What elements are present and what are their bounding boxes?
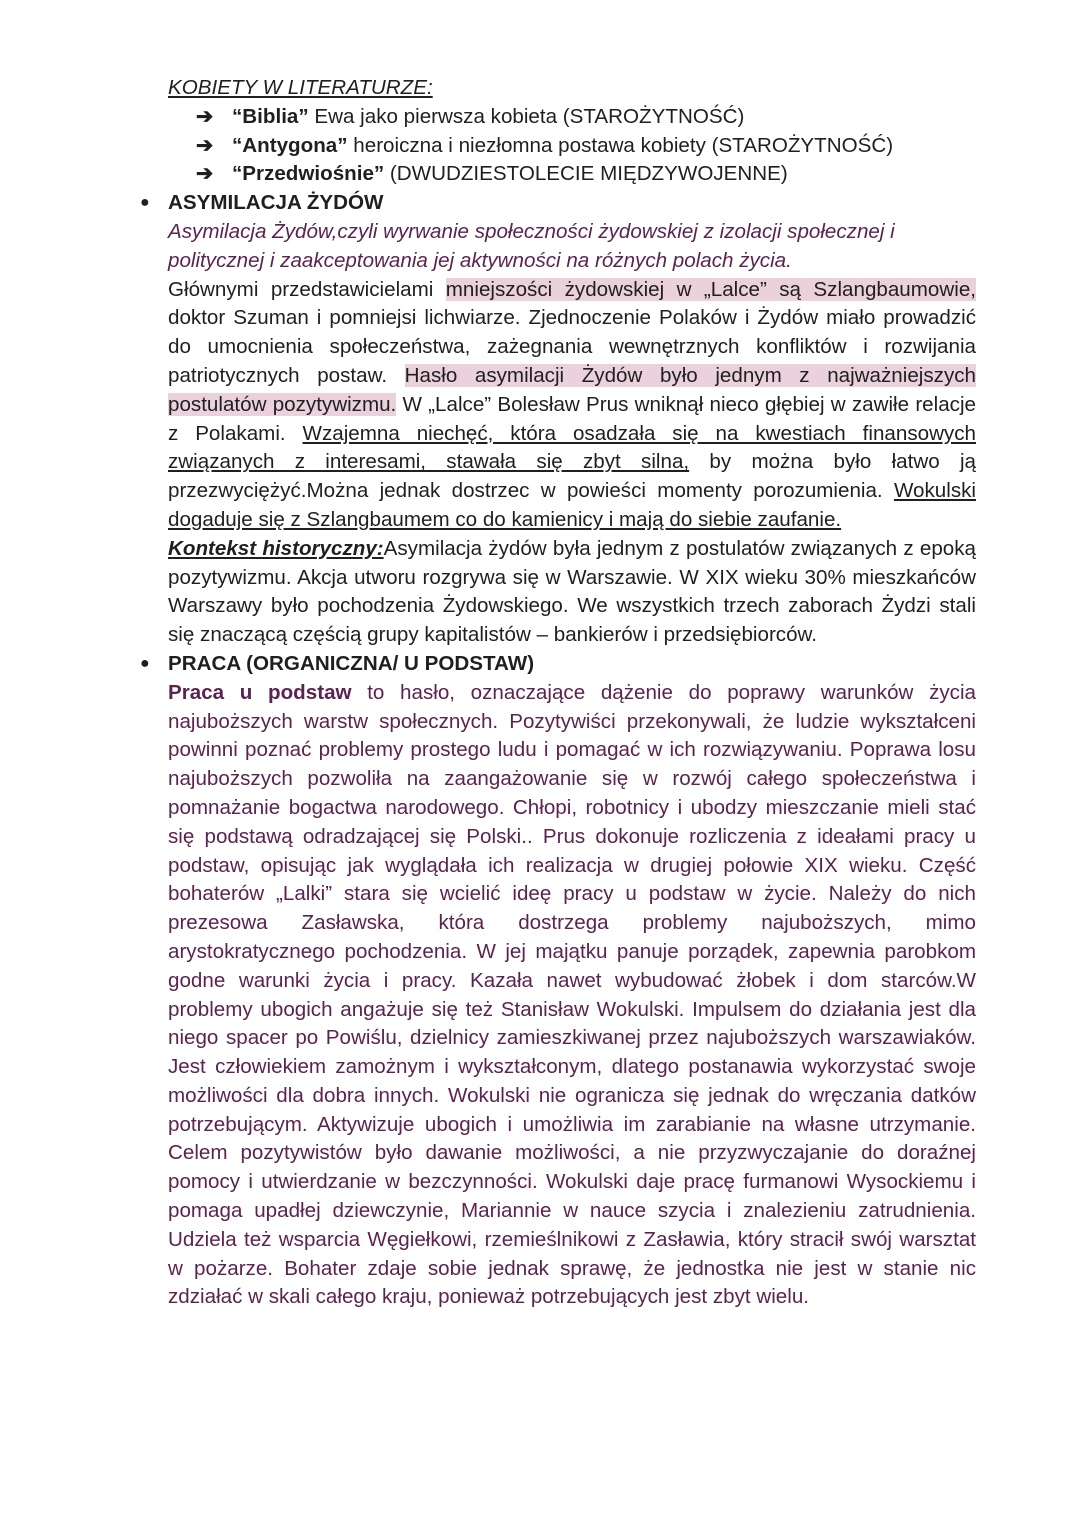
highlighted-text: Hasło asymilacji Żydów było jednym z najważniejszych postulatów pozytywizmu.	[168, 363, 976, 416]
item-title: “Przedwiośnie”	[232, 162, 385, 186]
text-run: W „Lalce” Bolesław Prus wniknął nieco głębiej w zawiłe relacje z Polakami.	[168, 392, 976, 445]
bullet-icon: ●	[140, 194, 150, 212]
text-run: by można było łatwo ją przezwyciężyć.Można jednak dostrzec w powieści momenty porozumienia.	[168, 450, 976, 503]
work-heading	[140, 650, 976, 679]
assimilation-heading	[140, 189, 976, 218]
list-item	[168, 103, 976, 132]
women-heading: KOBIETY W LITERATURZE:	[168, 76, 433, 99]
item-title: “Biblia”	[232, 104, 309, 128]
work-heading-text: PRACA (ORGANICZNA/ U PODSTAW)	[168, 651, 535, 675]
context-paragraph	[168, 535, 976, 650]
context-text: Asymilacja żydów była jednym z postulatów związanych z epoką pozytywizmu. Akcja utworu rozgrywa się w Warszawie. W XIX wieku 30% mieszkańców Warszawy było pochodzenia Żydowskiego. We wszystkich trzech zaborach Żydzi stali się znaczącą częścią grupy kapitalistów – bankierów i przedsiębiorców.	[168, 536, 976, 647]
assimilation-heading-text: ASYMILACJA ŻYDÓW	[168, 191, 384, 215]
work-paragraph	[168, 679, 976, 1313]
arrow-icon: ➔	[196, 162, 214, 186]
item-text: Ewa jako pierwsza kobieta (STAROŻYTNOŚĆ)	[308, 104, 745, 128]
bold-term: Praca u podstaw	[168, 680, 352, 704]
list-item	[168, 132, 976, 161]
highlighted-text: mniejszości żydowskiej w „Lalce” są Szlangbaumowie,	[445, 277, 976, 301]
arrow-icon: ➔	[196, 104, 214, 128]
item-text: heroiczna i niezłomna postawa kobiety (STAROŻYTNOŚĆ)	[347, 133, 894, 157]
item-title: “Antygona”	[232, 133, 348, 157]
underlined-text: Wzajemna niechęć, która osadzała się na kwestiach finansowych związanych z interesami, stawała się zbyt silna,	[168, 421, 976, 474]
assimilation-paragraph	[168, 276, 976, 535]
work-text: to hasło, oznaczające dążenie do poprawy warunków życia najuboższych warstw społecznych. Pozytywiści przekonywali, że ludzie wykształceni powinni poznać problemy prostego ludu i pomagać w ich rozwiązywaniu. Poprawa losu najuboższych pozwoliła na zaangażowanie się w rozwój całego społeczeństwa i pomnażanie bogactwa narodowego. Chłopi, robotnicy i ubodzy mieszczanie mieli stać się podstawą odradzającej się Polski.. Prus dokonuje rozliczenia z ideałami pracy u podstaw, opisując jak wyglądała ich realizacja w drugiej połowie XIX wieku. Część bohaterów „Lalki” stara się wcielić ideę pracy u podstaw w życie. Należy do nich prezesowa Zasławska, która dostrzega problemy najuboższych, mimo arystokratycznego pochodzenia. W jej majątku panuje porządek, zapewnia parobkom godne warunki życia i pracy. Kazała nawet wybudować żłobek i dom starców.W problemy ubogich angażuje się też Stanisław Wokulski. Impulsem do działania jest dla niego spacer po Powiślu, dzielnicy zamieszkiwanej przez najuboższych warszawiaków. Jest człowiekiem zamożnym i wykształconym, dlatego postanawia wykorzystać swoje możliwości dla dobra innych. Wokulski nie ogranicza się jednak do wręczania datków potrzebującym. Aktywizuje ubogich i umożliwia im zarabianie na własne utrzymanie. Celem pozytywistów było dawanie możliwości, a nie przyzwyczajanie do doraźnej pomocy i utwierdzanie w bezczynności. Wokulski daje pracę furmanowi Wysockiemu i pomaga upadłej dziewczynie, Mariannie w nauce szycia i znalezieniu zatrudnienia. Udziela też wsparcia Węgiełkowi, rzemieślnikowi z Zasławia, który stracił swój warsztat w pożarze. Bohater zdaje sobie jednak sprawę, że jednostka nie jest w stanie nic zdziałać w skali całego kraju, ponieważ potrzebujących jest zbyt wielu.	[168, 680, 976, 1309]
women-list	[168, 103, 976, 189]
assimilation-definition: Asymilacja Żydów,czyli wyrwanie społeczności żydowskiej z izolacji społecznej i politycznej i zaakceptowania jej aktywności na różnych polach życia.	[168, 219, 895, 272]
text-run: doktor Szuman i pomniejsi lichwiarze. Zjednoczenie Polaków i Żydów miało prowadzić do umocnienia społeczeństwa, zażegnania wewnętrznych konfliktów i rozwijania patriotycznych postaw.	[168, 306, 976, 387]
bullet-icon: ●	[140, 654, 150, 672]
list-item	[168, 160, 976, 189]
item-text: (DWUDZIESTOLECIE MIĘDZYWOJENNE)	[384, 162, 788, 186]
text-run: Głównymi przedstawicielami	[168, 277, 446, 301]
underlined-text: Wokulski dogaduje się z Szlangbaumem co do kamienicy i mają do siebie zaufanie.	[168, 479, 976, 531]
context-label: Kontekst historyczny:	[168, 536, 384, 560]
arrow-icon: ➔	[196, 133, 214, 157]
document-page	[140, 74, 976, 1312]
